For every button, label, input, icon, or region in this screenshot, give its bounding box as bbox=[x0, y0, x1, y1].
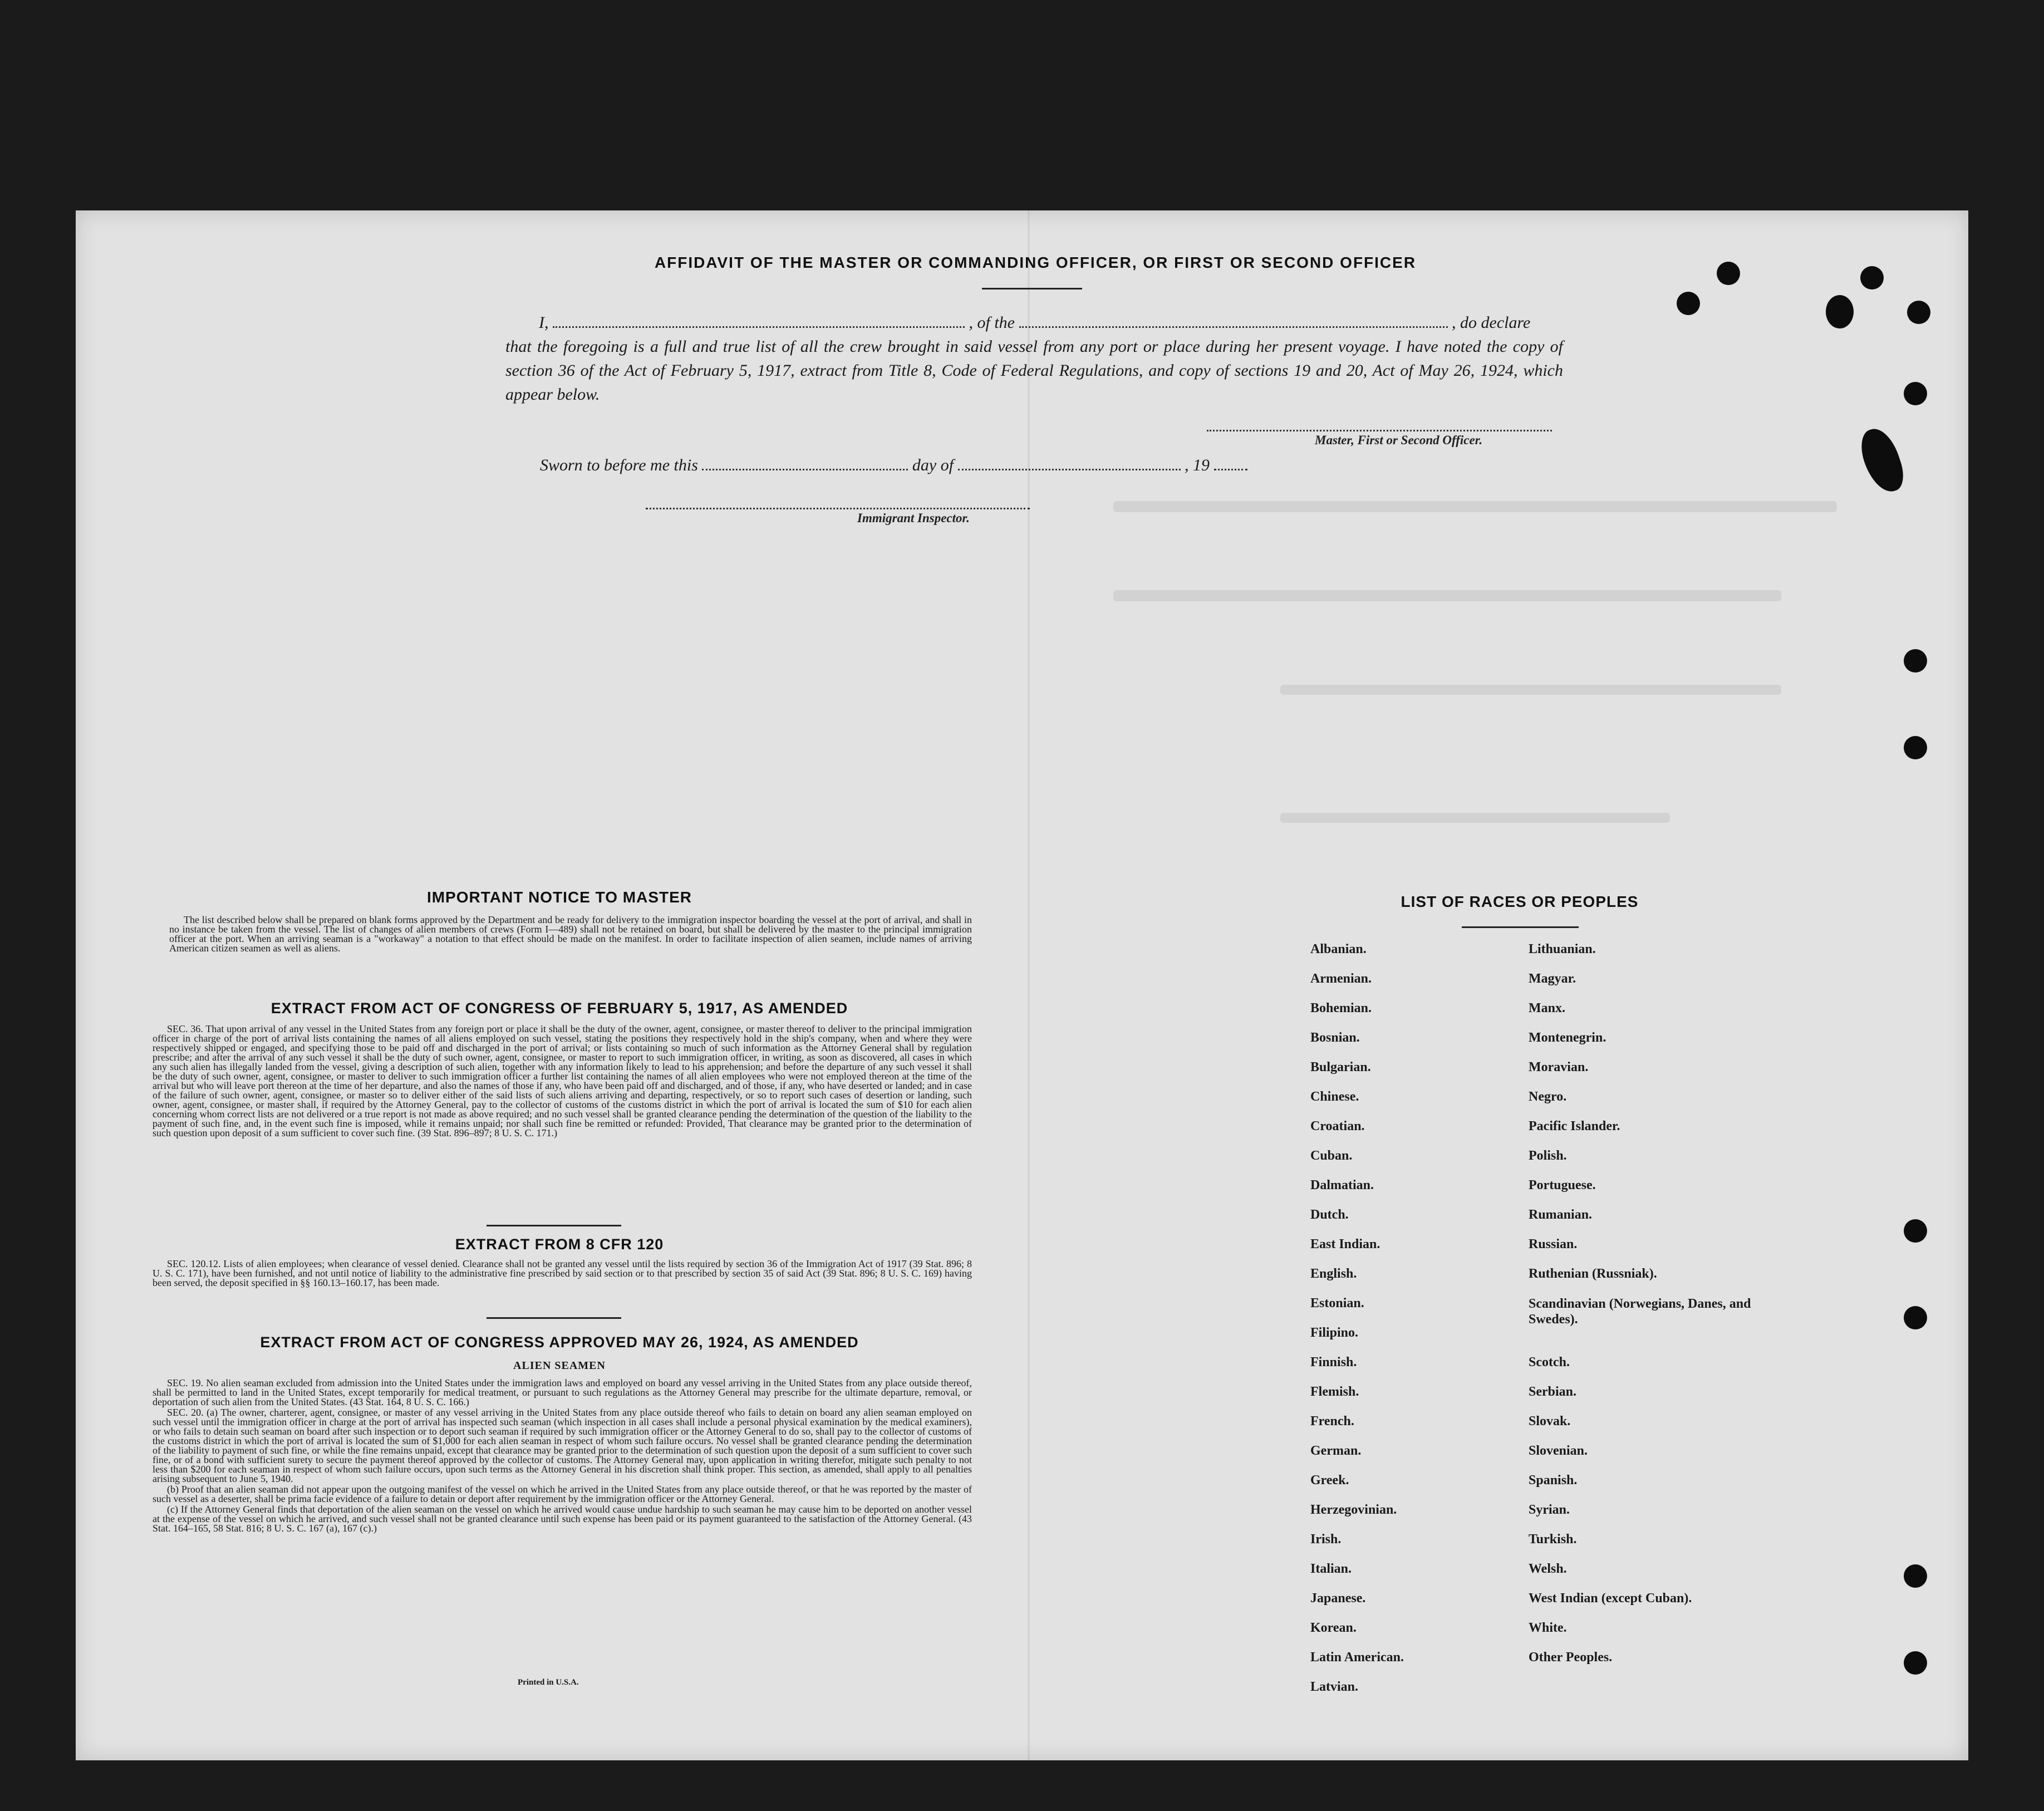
races-right-column bbox=[1529, 942, 1773, 1680]
race-list-item: Dutch. bbox=[1310, 1208, 1349, 1222]
sworn-year-blank[interactable] bbox=[1214, 455, 1247, 470]
race-list-item: East Indian. bbox=[1310, 1237, 1380, 1251]
affidavit-i-label: I, bbox=[539, 313, 549, 332]
race-list-item: Latvian. bbox=[1310, 1680, 1359, 1694]
race-list-item: Bulgarian. bbox=[1310, 1060, 1371, 1074]
punch-hole bbox=[1860, 266, 1884, 289]
races-title: LIST OF RACES OR PEOPLES bbox=[1401, 893, 1639, 910]
race-list-item: Welsh. bbox=[1529, 1562, 1567, 1576]
bleed-through-mark bbox=[1280, 685, 1781, 695]
race-list-item: Syrian. bbox=[1529, 1503, 1570, 1517]
punch-hole bbox=[1904, 1564, 1927, 1588]
notice-title: IMPORTANT NOTICE TO MASTER bbox=[426, 889, 692, 906]
race-list-item: German. bbox=[1310, 1444, 1362, 1458]
master-signature-line[interactable] bbox=[1207, 430, 1552, 431]
day-of-label: day of bbox=[912, 456, 954, 474]
punch-hole bbox=[1717, 262, 1740, 285]
race-list-item: Manx. bbox=[1529, 1001, 1565, 1015]
race-list-item: Moravian. bbox=[1529, 1060, 1589, 1074]
sworn-day-blank[interactable] bbox=[702, 455, 908, 470]
punch-hole bbox=[1677, 292, 1700, 315]
race-list-item: Montenegrin. bbox=[1529, 1030, 1606, 1045]
race-list-item: Croatian. bbox=[1310, 1119, 1365, 1133]
extract-1924-title: EXTRACT FROM ACT OF CONGRESS APPROVED MAY 26, 1924, AS AMENDED bbox=[260, 1334, 859, 1351]
race-list-item: Bosnian. bbox=[1310, 1030, 1360, 1045]
race-list-item: Irish. bbox=[1310, 1532, 1342, 1547]
punch-hole bbox=[1826, 295, 1854, 328]
race-list-item: Cuban. bbox=[1310, 1149, 1353, 1163]
name-blank[interactable] bbox=[553, 313, 965, 328]
punch-hole bbox=[1904, 649, 1927, 673]
vessel-blank[interactable] bbox=[1019, 313, 1448, 328]
extract-1924-text bbox=[153, 1378, 972, 1534]
race-list-item: Scotch. bbox=[1529, 1355, 1570, 1370]
race-list-item: Portuguese. bbox=[1529, 1178, 1596, 1192]
section-divider bbox=[487, 1225, 621, 1226]
sworn-label: Sworn to before me this bbox=[540, 456, 698, 474]
race-list-item: Scandinavian (Norwegians, Danes, and Swedes). bbox=[1529, 1297, 1751, 1327]
punch-hole bbox=[1904, 1306, 1927, 1329]
race-list-item: White. bbox=[1529, 1621, 1567, 1635]
race-list-item: Rumanian. bbox=[1529, 1208, 1593, 1222]
race-list-item: Serbian. bbox=[1529, 1385, 1577, 1399]
extract-1917-title: EXTRACT FROM ACT OF CONGRESS OF FEBRUARY 5, 1917, AS AMENDED bbox=[271, 1000, 848, 1017]
race-list-item: Japanese. bbox=[1310, 1591, 1366, 1606]
race-list-item: Spanish. bbox=[1529, 1473, 1578, 1488]
race-list-item: Pacific Islander. bbox=[1529, 1119, 1620, 1133]
notice-text bbox=[169, 915, 972, 954]
punch-hole bbox=[1904, 1219, 1927, 1243]
punch-hole bbox=[1904, 1651, 1927, 1675]
race-list-item: Other Peoples. bbox=[1529, 1650, 1613, 1665]
race-list-item: Ruthenian (Russniak). bbox=[1529, 1267, 1657, 1281]
page-fold bbox=[1028, 210, 1030, 1760]
race-list-item: Estonian. bbox=[1310, 1296, 1364, 1311]
title-underline bbox=[982, 288, 1082, 289]
races-left-column bbox=[1310, 942, 1522, 1709]
race-list-item: Armenian. bbox=[1310, 971, 1372, 986]
race-list-item: Chinese. bbox=[1310, 1089, 1359, 1104]
affidavit-of-the: , of the bbox=[969, 313, 1015, 332]
affidavit-title: AFFIDAVIT OF THE MASTER OR COMMANDING OFFICER, OR FIRST OR SECOND OFFICER bbox=[654, 254, 1417, 271]
race-list-item: French. bbox=[1310, 1414, 1354, 1429]
race-list-item: Italian. bbox=[1310, 1562, 1352, 1576]
punch-hole bbox=[1907, 301, 1930, 324]
race-list-item: Slovenian. bbox=[1529, 1444, 1588, 1458]
race-list-item: Albanian. bbox=[1310, 942, 1367, 956]
race-list-item: Korean. bbox=[1310, 1621, 1357, 1635]
extract-1917-text bbox=[153, 1024, 972, 1139]
race-list-item: Turkish. bbox=[1529, 1532, 1577, 1547]
affidavit-declare: , do declare bbox=[1452, 313, 1531, 332]
sec36-paragraph: SEC. 36. That upon arrival of any vessel in the United States from any foreign port or place it shall be the duty of the owner, agent, consignee, or master thereof to deliver to the principal immigration officer in charge of the port of arrival lists containing the names of all aliens employed on such vessel, stating the positions they respectively hold in the ship's company, when and where they were respectively shipped or engaged, and specifying those to be paid off and discharged in the port of arrival; or lists containing so much of such information as the Attorney General shall by regulation prescribe; and after the arrival of any such vessel it shall be the duty of such owner, agent, consignee, or master to report to such immigration officer, in writing, as soon as discovered, all cases in which any such alien has illegally landed from the vessel, giving a description of such alien, together with any information likely to lead to his apprehension; and before the departure of any such vessel it shall be the duty of such owner, agent, consignee, or master to deliver to such immigration officer a further list containing the names of all alien employees who were not employed thereon at the time of the arrival but who will leave port thereon at the time of her departure, and also the names of those if any, who have been paid off and discharged, and of those, if any, who have deserted or landed; and in case of the failure of such owner, agent, consignee, or master so to deliver either of the said lists of such aliens arriving and departing, respectively, or so to report such cases of desertion or landing, such owner, agent, consignee, or master shall, if required by the Attorney General, pay to the collector of customs of the customs district in which the port of arrival is located the sum of $10 for each alien concerning whom correct lists are not delivered or a true report is not made as above required; and no such vessel shall be granted clearance pending the determination of the question of the liability to the payment of such fine, and, in the event such fine is imposed, while it remains unpaid; nor shall such fine be remitted or refunded: Provided, That clearance may be granted prior to the determination of such question upon deposit of a sum sufficient to cover such fine. (39 Stat. 896–897; 8 U. S. C. 171.) bbox=[153, 1023, 972, 1138]
race-list-item: Slovak. bbox=[1529, 1414, 1571, 1429]
bleed-through-mark bbox=[1113, 501, 1837, 512]
year-label: , 19 bbox=[1185, 456, 1210, 474]
bleed-through-mark bbox=[1113, 590, 1781, 601]
race-list-item: Negro. bbox=[1529, 1089, 1567, 1104]
inspector-signature-line[interactable] bbox=[646, 508, 1030, 509]
section-divider bbox=[487, 1317, 621, 1319]
sworn-month-blank[interactable] bbox=[958, 455, 1181, 470]
punch-hole bbox=[1904, 382, 1927, 405]
inspector-signature-label: Immigrant Inspector. bbox=[857, 511, 970, 525]
race-list-item: Filipino. bbox=[1310, 1326, 1359, 1340]
race-list-item: Greek. bbox=[1310, 1473, 1349, 1488]
sec120-paragraph: SEC. 120.12. Lists of alien employees; when clearance of vessel denied. Clearance shall not be granted any vessel until the lists required by section 36 of the Immigration Act of 1917 (39 Stat. 896; 8 U. S. C. 171), have been furnished, and not until notice of liability to the administrative fine prescribed by said section or to that prescribed by section 35 of said Act (39 Stat. 896; 8 U. S. C. 169) having been served, the deposit specified in §§ 160.13–160.17, has been made. bbox=[153, 1258, 972, 1288]
extract-cfr-text bbox=[153, 1259, 972, 1289]
sec20b-paragraph: (b) Proof that an alien seaman did not appear upon the outgoing manifest of the vessel on which he arrived in the United States from any place outside thereof, or that he was reported by the master of such vessel as a deserter, shall be prima facie evidence of a failure to detain or deport after requirement by the immigration officer or the Attorney General. bbox=[153, 1484, 972, 1504]
bleed-through-mark bbox=[1280, 813, 1670, 823]
affidavit-body: that the foregoing is a full and true list of all the crew brought in said vessel from any port or place during her present voyage. I have noted the copy of section 36 of the Act of February 5, 1917, extract from Title 8, Code of Federal Regulations, and copy of sections 19 and 20, Act of May 26, 1924, which appear below. bbox=[505, 337, 1563, 404]
race-list-item: English. bbox=[1310, 1267, 1357, 1281]
printed-in-usa: Printed in U.S.A. bbox=[518, 1678, 579, 1687]
race-list-item: Magyar. bbox=[1529, 971, 1576, 986]
affidavit-text bbox=[428, 311, 1563, 406]
sworn-line bbox=[540, 453, 1375, 477]
race-list-item: Flemish. bbox=[1310, 1385, 1359, 1399]
punch-hole bbox=[1904, 736, 1927, 759]
alien-seamen-subtitle: ALIEN SEAMEN bbox=[513, 1360, 606, 1372]
races-title-underline bbox=[1462, 926, 1579, 928]
sec20c-paragraph: (c) If the Attorney General finds that deportation of the alien seaman on the vessel on which he arrived would cause undue hardship to such seaman he may cause him to be deported on another vessel at the expense of the vessel on which he arrived, and such vessel shall not be granted clearance until such expense has been paid or its payment guaranteed to the satisfaction of the Attorney General. (43 Stat. 164–165, 58 Stat. 816; 8 U. S. C. 167 (a), 167 (c).) bbox=[153, 1504, 972, 1534]
sec20a-paragraph: SEC. 20. (a) The owner, charterer, agent, consignee, or master of any vessel arriving in the United States from any place outside thereof who fails to detain on board any alien seaman employed on such vessel until the immigration officer in charge at the port of arrival has inspected such seaman (which inspection in all cases shall include a personal physical examination by the medical examiners), or who fails to detain such seaman on board after such inspection or to deport such seaman if required by such immigration officer or the Attorney General to do so, shall pay to the collector of customs of the customs district in which the port of arrival is located the sum of $1,000 for each alien seaman in respect of whom such failure occurs. No vessel shall be granted clearance pending the determination of the liability to payment of such fine, or while the fine remains unpaid, except that clearance may be granted prior to the determination of such question upon the deposit of a sum sufficient to cover such fine, or of a bond with sufficient surety to secure the payment thereof approved by the collector of customs. The Attorney General may, upon application in writing therefor, mitigate such penalty to not less than $200 for each seaman in respect of whom such failure occurs, upon such terms as the Attorney General in his discretion shall think proper. This section, as amended, shall apply to all penalties arising subsequent to June 5, 1940. bbox=[153, 1407, 972, 1484]
extract-cfr-title: EXTRACT FROM 8 CFR 120 bbox=[455, 1236, 664, 1253]
race-list-item: West Indian (except Cuban). bbox=[1529, 1591, 1692, 1606]
race-list-item: Polish. bbox=[1529, 1149, 1567, 1163]
race-list-item: Russian. bbox=[1529, 1237, 1578, 1251]
affidavit-line-1 bbox=[428, 311, 1563, 335]
race-list-item: Bohemian. bbox=[1310, 1001, 1372, 1015]
race-list-item: Dalmatian. bbox=[1310, 1178, 1374, 1192]
notice-paragraph: The list described below shall be prepared on blank forms approved by the Department and be ready for delivery to the immigration inspector boarding the vessel at the port of arrival, and shall in no instance be taken from the vessel. The list of changes of alien members of crews (Form I—489) shall not be retained on board, but shall be delivered by the master to the principal immigration officer at the port. When an arriving seaman is a "workaway" a notation to that effect should be made on the manifest. In order to facilitate inspection of alien seamen, include names of arriving American citizen seamen as well as aliens. bbox=[169, 914, 972, 954]
race-list-item: Lithuanian. bbox=[1529, 942, 1596, 956]
race-list-item: Finnish. bbox=[1310, 1355, 1357, 1370]
race-list-item: Latin American. bbox=[1310, 1650, 1404, 1665]
master-signature-label: Master, First or Second Officer. bbox=[1315, 433, 1483, 447]
race-list-item: Herzegovinian. bbox=[1310, 1503, 1397, 1517]
sec19-paragraph: SEC. 19. No alien seaman excluded from admission into the United States under the immigration laws and employed on board any vessel arriving in the United States from any place outside thereof, shall be permitted to land in the United States, except temporarily for medical treatment, or pursuant to such regulations as the Attorney General may prescribe for the ultimate departure, removal, or deportation of such alien from the United States. (43 Stat. 164, 8 U. S. C. 166.) bbox=[153, 1377, 972, 1407]
